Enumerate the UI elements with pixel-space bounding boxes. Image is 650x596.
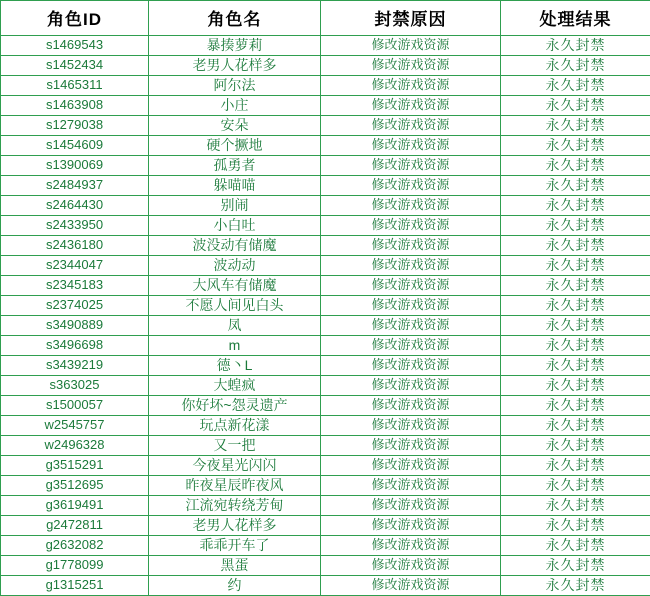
- cell-role-name: 别闹: [149, 196, 321, 216]
- cell-role-id: g3515291: [1, 456, 149, 476]
- table-row: [1, 416, 650, 436]
- table-header: [1, 1, 650, 36]
- table-row: [1, 396, 650, 416]
- cell-role-id: w2545757: [1, 416, 149, 436]
- cell-ban-reason: 修改游戏资源: [321, 276, 501, 296]
- cell-role-id: s1452434: [1, 56, 149, 76]
- cell-role-name: m: [149, 336, 321, 356]
- cell-result: 永久封禁: [501, 496, 650, 516]
- cell-role-name: 孤勇者: [149, 156, 321, 176]
- cell-ban-reason: 修改游戏资源: [321, 236, 501, 256]
- cell-role-id: s3496698: [1, 336, 149, 356]
- cell-result: 永久封禁: [501, 576, 650, 596]
- cell-role-name: 小庄: [149, 96, 321, 116]
- table-row: [1, 496, 650, 516]
- column-header-role-name: 角色名: [149, 1, 321, 36]
- cell-ban-reason: 修改游戏资源: [321, 576, 501, 596]
- cell-result: 永久封禁: [501, 416, 650, 436]
- table-row: [1, 236, 650, 256]
- cell-result: 永久封禁: [501, 96, 650, 116]
- cell-role-id: g2632082: [1, 536, 149, 556]
- table-row: [1, 136, 650, 156]
- cell-role-name: 躲喵喵: [149, 176, 321, 196]
- table-row: [1, 56, 650, 76]
- cell-role-id: s2345183: [1, 276, 149, 296]
- cell-role-id: s363025: [1, 376, 149, 396]
- cell-ban-reason: 修改游戏资源: [321, 496, 501, 516]
- table-row: [1, 156, 650, 176]
- cell-result: 永久封禁: [501, 276, 650, 296]
- cell-role-name: 老男人花样多: [149, 56, 321, 76]
- cell-result: 永久封禁: [501, 376, 650, 396]
- cell-role-id: s1469543: [1, 36, 149, 56]
- cell-role-id: g1778099: [1, 556, 149, 576]
- column-header-result: 处理结果: [501, 1, 650, 36]
- cell-role-name: 又一把: [149, 436, 321, 456]
- cell-ban-reason: 修改游戏资源: [321, 316, 501, 336]
- cell-role-name: 昨夜星辰昨夜风: [149, 476, 321, 496]
- table-header-row: [1, 1, 650, 36]
- cell-role-id: s3439219: [1, 356, 149, 376]
- cell-role-name: 大蝗疯: [149, 376, 321, 396]
- cell-role-name: 约: [149, 576, 321, 596]
- table-row: [1, 256, 650, 276]
- cell-role-id: g3512695: [1, 476, 149, 496]
- cell-role-name: 波没动有储魔: [149, 236, 321, 256]
- cell-result: 永久封禁: [501, 356, 650, 376]
- table-row: [1, 556, 650, 576]
- table-row: [1, 76, 650, 96]
- cell-ban-reason: 修改游戏资源: [321, 356, 501, 376]
- table-row: [1, 176, 650, 196]
- cell-result: 永久封禁: [501, 256, 650, 276]
- cell-result: 永久封禁: [501, 36, 650, 56]
- cell-result: 永久封禁: [501, 196, 650, 216]
- table-row: [1, 516, 650, 536]
- table-row: [1, 456, 650, 476]
- table-row: [1, 336, 650, 356]
- cell-result: 永久封禁: [501, 156, 650, 176]
- cell-ban-reason: 修改游戏资源: [321, 56, 501, 76]
- table-row: [1, 96, 650, 116]
- cell-ban-reason: 修改游戏资源: [321, 116, 501, 136]
- table-row: [1, 576, 650, 596]
- cell-result: 永久封禁: [501, 216, 650, 236]
- cell-role-name: 波动动: [149, 256, 321, 276]
- cell-role-id: s3490889: [1, 316, 149, 336]
- cell-result: 永久封禁: [501, 336, 650, 356]
- cell-result: 永久封禁: [501, 176, 650, 196]
- cell-result: 永久封禁: [501, 136, 650, 156]
- cell-result: 永久封禁: [501, 516, 650, 536]
- column-header-ban-reason: 封禁原因: [321, 1, 501, 36]
- cell-role-id: s1390069: [1, 156, 149, 176]
- cell-result: 永久封禁: [501, 116, 650, 136]
- cell-ban-reason: 修改游戏资源: [321, 76, 501, 96]
- cell-role-id: w2496328: [1, 436, 149, 456]
- table-row: [1, 356, 650, 376]
- cell-ban-reason: 修改游戏资源: [321, 96, 501, 116]
- cell-result: 永久封禁: [501, 76, 650, 96]
- cell-ban-reason: 修改游戏资源: [321, 176, 501, 196]
- cell-role-name: 今夜星光闪闪: [149, 456, 321, 476]
- cell-role-name: 德丶L: [149, 356, 321, 376]
- cell-role-id: s1463908: [1, 96, 149, 116]
- cell-result: 永久封禁: [501, 236, 650, 256]
- cell-ban-reason: 修改游戏资源: [321, 136, 501, 156]
- table-row: [1, 436, 650, 456]
- cell-role-id: s1500057: [1, 396, 149, 416]
- cell-ban-reason: 修改游戏资源: [321, 556, 501, 576]
- cell-ban-reason: 修改游戏资源: [321, 156, 501, 176]
- cell-ban-reason: 修改游戏资源: [321, 196, 501, 216]
- cell-role-name: 凤: [149, 316, 321, 336]
- cell-result: 永久封禁: [501, 456, 650, 476]
- cell-role-name: 黑蛋: [149, 556, 321, 576]
- cell-role-id: s2484937: [1, 176, 149, 196]
- cell-role-id: g3619491: [1, 496, 149, 516]
- table-row: [1, 316, 650, 336]
- cell-result: 永久封禁: [501, 476, 650, 496]
- cell-result: 永久封禁: [501, 316, 650, 336]
- cell-ban-reason: 修改游戏资源: [321, 336, 501, 356]
- column-header-role-id: 角色ID: [1, 1, 149, 36]
- cell-role-id: g2472811: [1, 516, 149, 536]
- cell-result: 永久封禁: [501, 396, 650, 416]
- cell-result: 永久封禁: [501, 536, 650, 556]
- cell-role-name: 不愿人间见白头: [149, 296, 321, 316]
- cell-role-name: 江流宛转绕芳甸: [149, 496, 321, 516]
- cell-role-id: s2374025: [1, 296, 149, 316]
- cell-role-name: 阿尔法: [149, 76, 321, 96]
- cell-role-id: s2436180: [1, 236, 149, 256]
- cell-role-name: 安朵: [149, 116, 321, 136]
- cell-result: 永久封禁: [501, 56, 650, 76]
- cell-role-id: s1454609: [1, 136, 149, 156]
- cell-ban-reason: 修改游戏资源: [321, 516, 501, 536]
- cell-ban-reason: 修改游戏资源: [321, 476, 501, 496]
- cell-result: 永久封禁: [501, 436, 650, 456]
- table-row: [1, 296, 650, 316]
- cell-role-id: s2433950: [1, 216, 149, 236]
- cell-ban-reason: 修改游戏资源: [321, 296, 501, 316]
- cell-role-name: 玩点新花漾: [149, 416, 321, 436]
- cell-ban-reason: 修改游戏资源: [321, 376, 501, 396]
- cell-role-name: 老男人花样多: [149, 516, 321, 536]
- table-row: [1, 116, 650, 136]
- cell-ban-reason: 修改游戏资源: [321, 216, 501, 236]
- cell-ban-reason: 修改游戏资源: [321, 436, 501, 456]
- cell-role-name: 乖乖开车了: [149, 536, 321, 556]
- cell-ban-reason: 修改游戏资源: [321, 416, 501, 436]
- cell-role-id: s2464430: [1, 196, 149, 216]
- table-row: [1, 476, 650, 496]
- cell-role-name: 你好坏~怨灵遗产: [149, 396, 321, 416]
- table-row: [1, 216, 650, 236]
- table-body: [1, 36, 650, 596]
- cell-ban-reason: 修改游戏资源: [321, 456, 501, 476]
- table-row: [1, 196, 650, 216]
- cell-role-id: s1279038: [1, 116, 149, 136]
- cell-role-id: g1315251: [1, 576, 149, 596]
- cell-role-name: 暴揍萝莉: [149, 36, 321, 56]
- cell-role-name: 大风车有储魔: [149, 276, 321, 296]
- table-row: [1, 376, 650, 396]
- cell-role-name: 硬个撅地: [149, 136, 321, 156]
- table-row: [1, 36, 650, 56]
- cell-role-name: 小白吐: [149, 216, 321, 236]
- cell-result: 永久封禁: [501, 556, 650, 576]
- cell-role-id: s2344047: [1, 256, 149, 276]
- cell-role-id: s1465311: [1, 76, 149, 96]
- cell-ban-reason: 修改游戏资源: [321, 36, 501, 56]
- table-row: [1, 276, 650, 296]
- cell-ban-reason: 修改游戏资源: [321, 256, 501, 276]
- cell-result: 永久封禁: [501, 296, 650, 316]
- cell-ban-reason: 修改游戏资源: [321, 536, 501, 556]
- cell-ban-reason: 修改游戏资源: [321, 396, 501, 416]
